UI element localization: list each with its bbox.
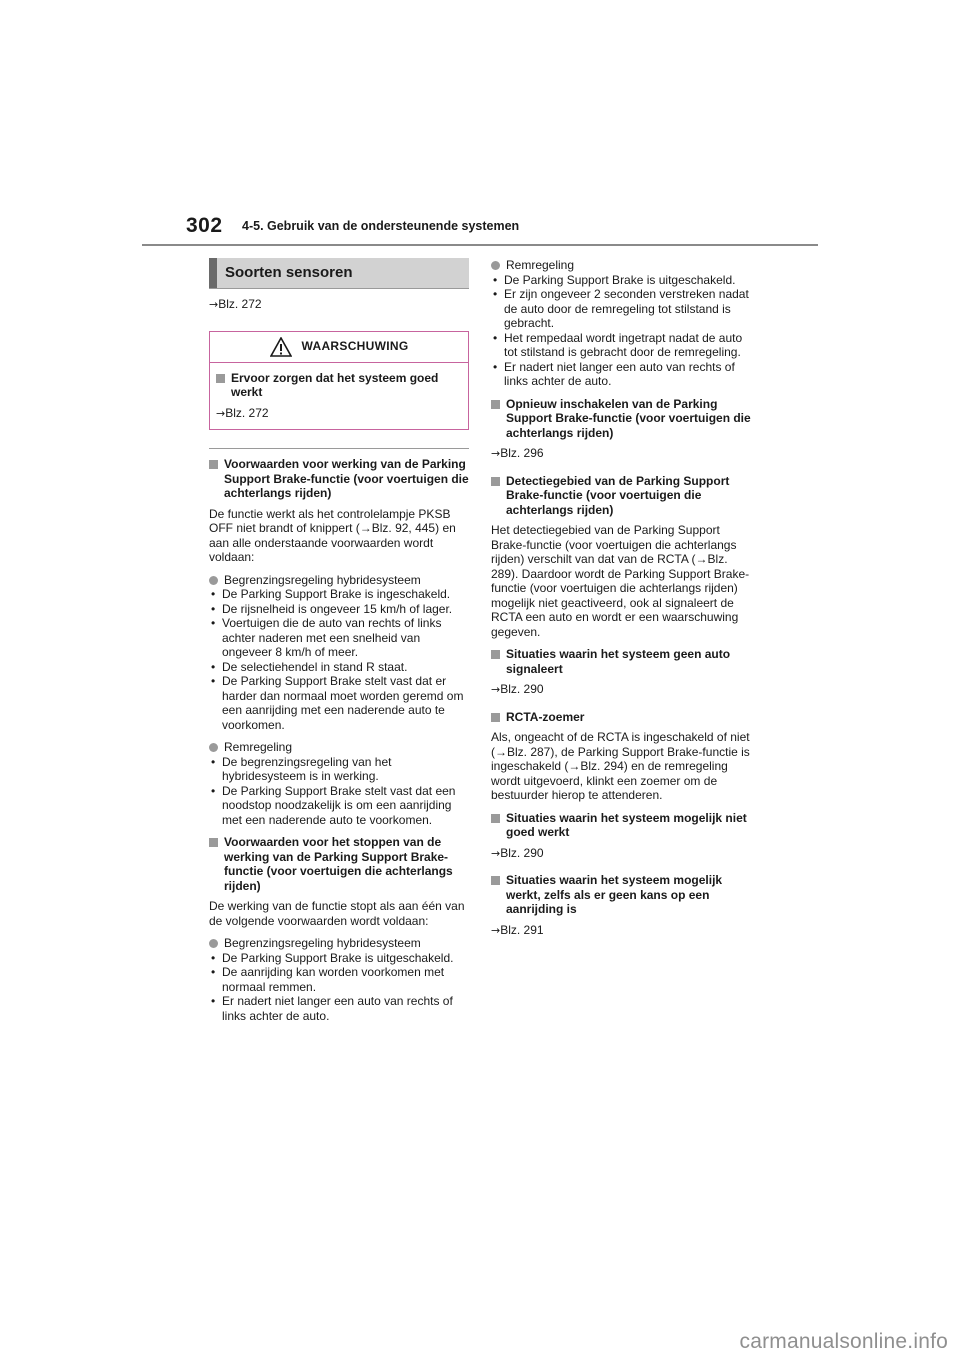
list-item: • De begrenzingsregeling van het hybridesysteem is in werking.: [211, 754, 392, 783]
list-item: • De selectiehendel in stand R staat.: [211, 659, 408, 674]
s6-heading: Situaties waarin het systeem mogelijk werkt, zelfs als er geen kans op een aanrijding is: [491, 873, 753, 917]
cross-reference: [209, 297, 469, 313]
list-item: • Het rempedaal wordt ingetrapt nadat de auto tot stilstand is gebracht door de remregeling.: [493, 330, 743, 359]
list-item: • De Parking Support Brake is uitgeschakeld.: [493, 272, 736, 287]
s6-ref: →Blz. 291: [491, 922, 544, 937]
s3-ref: →Blz. 290: [491, 682, 544, 696]
circle-bullet-icon: [209, 576, 218, 585]
section-title-text: Soorten sensoren: [225, 263, 353, 281]
square-bullet-icon: [491, 400, 500, 409]
circle-bullet-icon: [491, 261, 500, 270]
warning-body: [210, 363, 468, 430]
square-bullet-icon: [491, 814, 500, 823]
list-item: • Er zijn ongeveer 2 seconden verstreken nadat de auto door de remregeling tot stilstand is gebracht.: [493, 287, 749, 330]
warning-header: [210, 332, 468, 363]
warning-title: WAARSCHUWING: [301, 339, 409, 354]
list-item: • De Parking Support Brake is ingeschakeld.: [211, 587, 451, 601]
square-bullet-icon: [491, 650, 500, 659]
right-arrow-icon: →: [216, 406, 226, 420]
right-arrow-icon: →: [491, 846, 501, 860]
circle-bullet-icon: [209, 743, 218, 752]
right-arrow-icon: →: [491, 683, 501, 696]
list-item: • Voertuigen die de auto van rechts of links achter naderen met een snelheid van ongeveer 8 km/h of meer.: [211, 616, 442, 659]
s1-ref: →Blz. 296: [491, 446, 544, 460]
running-head: 4-5. Gebruik van de ondersteunende systemen: [242, 219, 520, 233]
block1-heading: Voorwaarden voor werking van de Parking Support Brake-functie (voor voertuigen die achterlangs rijden): [209, 457, 469, 501]
list-item: • Er nadert niet langer een auto van rechts of links achter de auto.: [493, 359, 735, 388]
list-item: • De Parking Support Brake stelt vast dat er harder dan normaal moet worden geremd om een aanrijding met een naderende auto te voorkomen.: [211, 674, 464, 732]
s2-text: Het detectiegebied van de Parking Support Brake-functie (voor voertuigen die achterlangs rijden) verschilt van dat van de RCTA (→Blz. 289). Daardoor wordt de Parking Support Brake-functie (voor voertuigen die achterlangs rijden) mogelijk niet geactiveerd, ook al signaleert de RCTA een auto en wordt er een waarschuwing gegeven.: [491, 523, 750, 639]
list-item: • De rijsnelheid is ongeveer 15 km/h of lager.: [211, 601, 453, 616]
group-title: Remregeling: [209, 740, 469, 755]
warning-heading: Ervoor zorgen dat het systeem goed werkt: [216, 371, 462, 400]
square-bullet-icon: [216, 374, 225, 383]
bullet-list: [491, 273, 753, 389]
s5-ref: →Blz. 290: [491, 845, 544, 860]
s1-heading: Opnieuw inschakelen van de Parking Support Brake-functie (voor voertuigen die achterlangs rijden): [491, 397, 753, 441]
s3-heading: Situaties waarin het systeem geen auto signaleert: [491, 647, 753, 676]
bullet-list: [209, 755, 469, 828]
bullet-list: [209, 587, 469, 732]
section-title: [209, 258, 469, 288]
block2-intro: De werking van de functie stopt als aan één van de volgende voorwaarden wordt voldaan:: [209, 899, 465, 928]
section-underline: [209, 288, 469, 289]
square-bullet-icon: [491, 713, 500, 722]
right-column: [491, 258, 753, 950]
list-item: • De aanrijding kan worden voorkomen met normaal remmen.: [211, 965, 445, 994]
watermark: carmanualsonline.info: [739, 1330, 948, 1353]
group-title: Begrenzingsregeling hybridesysteem: [209, 573, 469, 588]
right-arrow-icon: →: [491, 923, 501, 937]
left-column: [209, 258, 469, 1031]
right-arrow-icon: →: [491, 447, 501, 460]
warning-triangle-icon: [270, 337, 292, 357]
s5-heading: Situaties waarin het systeem mogelijk niet goed werkt: [491, 811, 753, 840]
square-bullet-icon: [491, 477, 500, 486]
ref-text: Blz. 272: [218, 297, 262, 311]
warning-ref: →Blz. 272: [216, 405, 269, 420]
page-number: 302: [186, 214, 223, 237]
separator-rule: [209, 448, 469, 449]
list-item: • De Parking Support Brake is uitgeschakeld.: [211, 950, 454, 965]
s4-heading: RCTA-zoemer: [491, 710, 753, 725]
s2-heading: Detectiegebied van de Parking Support Brake-functie (voor voertuigen die achterlangs rijden): [491, 474, 753, 518]
header-rule: [142, 244, 818, 246]
circle-bullet-icon: [209, 939, 218, 948]
bullet-list: [209, 951, 469, 1024]
square-bullet-icon: [209, 460, 218, 469]
right-arrow-icon: →: [209, 298, 219, 311]
square-bullet-icon: [209, 838, 218, 847]
block1-intro: De functie werkt als het controlelampje PKSB OFF niet brandt of knippert (→Blz. 92, 445) en aan alle onderstaande voorwaarden wordt voldaan:: [209, 506, 456, 564]
list-item: • Er nadert niet langer een auto van rechts of links achter de auto.: [211, 994, 453, 1023]
list-item: • De Parking Support Brake stelt vast dat een noodstop noodzakelijk is om een aanrijding met een naderende auto te voorkomen.: [211, 783, 456, 827]
s4-text: Als, ongeacht of de RCTA is ingeschakeld of niet (→Blz. 287), de Parking Support Brake-functie is ingeschakeld (→Blz. 294) en de remregeling wordt uitgevoerd, klinkt een zoemer om de bestuurder hierop te attenderen.: [491, 730, 750, 802]
group-title: Begrenzingsregeling hybridesysteem: [209, 936, 469, 951]
square-bullet-icon: [491, 876, 500, 885]
block2-heading: Voorwaarden voor het stoppen van de werking van de Parking Support Brake-functie (voor voertuigen die achterlangs rijden): [209, 835, 469, 893]
group-title: Remregeling: [491, 258, 753, 273]
warning-box: [209, 331, 469, 431]
